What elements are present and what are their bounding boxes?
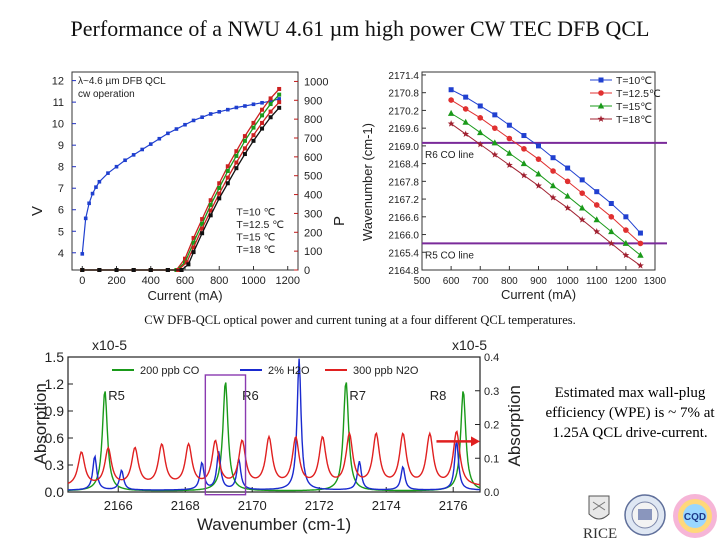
liv-power-point [277, 87, 281, 91]
tuning-y-tick-label: 2170.8 [388, 88, 419, 100]
liv-voltage-point [175, 127, 179, 131]
tuning-x-tick-label: 1300 [643, 276, 667, 287]
tuning-reference-label: R6 CO line [425, 149, 474, 161]
liv-yright-tick-label: 600 [304, 151, 323, 164]
liv-yright-tick-label: 0 [304, 265, 311, 277]
tuning-x-tick-label: 700 [471, 276, 489, 287]
liv-yleft-tick-label: 9 [57, 140, 64, 153]
tuning-y-tick-label: 2171.4 [388, 70, 419, 82]
liv-x-tick-label: 800 [210, 275, 229, 287]
tuning-point [638, 231, 643, 236]
wpe-note: Estimated max wall-plug efficiency (WPE) is ~ 7% at 1.25A QCL drive-current. [545, 385, 715, 441]
figure-caption: CW DFB-QCL optical power and current tuning at a four different QCL temperatures. [144, 313, 576, 327]
liv-x-axis-label: Current (mA) [147, 288, 223, 303]
liv-power-point [132, 268, 136, 272]
absorption-x-axis-label: Wavenumber (cm-1) [196, 515, 352, 534]
liv-power-point [269, 96, 273, 100]
liv-voltage-point [277, 97, 281, 101]
liv-yright-tick-label: 100 [304, 246, 323, 259]
university-seal-icon [625, 495, 665, 535]
liv-voltage-point [226, 108, 230, 112]
tuning-point [599, 78, 604, 83]
tuning-point [598, 90, 604, 96]
absorption-x-tick-label: 2168 [170, 498, 200, 513]
tuning-series-line [451, 90, 640, 233]
liv-yleft-tick-label: 6 [57, 204, 64, 217]
tuning-point [492, 125, 498, 131]
absorption-yright-tick-label: 0.3 [484, 385, 500, 398]
liv-power-point [209, 213, 213, 217]
tuning-point [637, 262, 644, 269]
tuning-x-tick-label: 600 [442, 276, 460, 287]
liv-yright-tick-label: 700 [304, 133, 323, 145]
liv-power-point [186, 262, 190, 266]
tuning-point [608, 228, 614, 234]
tuning-point [463, 106, 469, 112]
absorption-spectrum-line [68, 383, 480, 491]
liv-yleft-tick-label: 4 [57, 247, 64, 260]
liv-power-point [251, 133, 255, 137]
tuning-legend-label: T=18℃ [616, 114, 653, 126]
liv-voltage-point [252, 102, 256, 106]
tuning-point [623, 214, 628, 219]
absorption-yleft-tick-label: 1.2 [44, 376, 64, 392]
liv-voltage-point [91, 192, 95, 196]
liv-power-point [200, 231, 204, 235]
tuning-x-tick-label: 1100 [585, 276, 608, 287]
liv-legend-line2: cw operation [78, 89, 135, 100]
tuning-point [477, 115, 483, 121]
liv-x-tick-label: 1200 [275, 275, 300, 287]
liv-legend-line1: λ~4.6 µm DFB QCL [78, 76, 166, 87]
liv-power-point [217, 196, 221, 200]
tuning-y-tick-label: 2167.8 [388, 177, 419, 189]
cqd-logo-text: CQD [683, 512, 707, 523]
tuning-legend-label: T=15℃ [616, 101, 653, 113]
liv-voltage-point [200, 115, 204, 119]
absorption-yleft-tick-label: 0.3 [44, 457, 64, 473]
liv-power-point [226, 169, 230, 173]
liv-power-point [80, 268, 84, 272]
tuning-point [536, 156, 542, 162]
liv-voltage-point [94, 185, 98, 189]
liv-power-point [243, 152, 247, 156]
absorption-yright-tick-label: 0.1 [484, 453, 500, 466]
tuning-y-axis-label: Wavenumber (cm-1) [360, 123, 375, 241]
liv-voltage-point [106, 171, 110, 175]
liv-voltage-point [149, 142, 153, 146]
liv-power-point [277, 93, 281, 97]
tuning-y-tick-label: 2165.4 [388, 248, 419, 260]
tuning-point [536, 143, 541, 148]
tuning-point [638, 241, 644, 247]
slide-title: Performance of a NWU 4.61 µm high power CW TEC DFB QCL [70, 16, 650, 41]
liv-power-point [226, 181, 230, 185]
tuning-y-tick-label: 2164.8 [388, 266, 419, 277]
tuning-point [579, 204, 585, 210]
absorption-legend-label: 300 ppb N2O [353, 365, 419, 377]
tuning-y-tick-label: 2167.2 [388, 195, 419, 207]
liv-voltage-point [243, 104, 247, 108]
tuning-point [521, 146, 527, 152]
tuning-point [507, 136, 513, 142]
absorption-arrow-head [471, 436, 480, 446]
liv-power-point [226, 176, 230, 180]
liv-yright-tick-label: 400 [304, 189, 323, 202]
tuning-y-tick-label: 2170.2 [388, 106, 419, 118]
tuning-point [521, 133, 526, 138]
liv-yright-tick-label: 900 [304, 95, 323, 108]
absorption-legend-label: 2% H2O [268, 365, 310, 377]
liv-voltage-point [183, 123, 187, 127]
absorption-left-scale: x10-5 [92, 337, 128, 353]
tuning-series-line [451, 100, 640, 243]
tuning-point [448, 97, 454, 103]
tuning-point [580, 177, 585, 182]
tuning-panel [360, 71, 667, 302]
tuning-point [448, 110, 454, 116]
tuning-point [594, 216, 600, 222]
tuning-y-tick-label: 2168.4 [388, 159, 419, 171]
absorption-right-scale: x10-5 [452, 337, 488, 353]
liv-series-label: T=12.5 ℃ [236, 218, 285, 231]
tuning-point [564, 193, 570, 199]
tuning-point [478, 103, 483, 108]
liv-power-point [277, 100, 281, 104]
liv-series-label: T=15 ℃ [236, 231, 276, 244]
liv-series-label: T=10 ℃ [236, 206, 276, 219]
liv-power-point [260, 108, 264, 112]
liv-yleft-tick-label: 8 [57, 161, 64, 174]
tuning-point [550, 168, 556, 174]
liv-power-point [149, 268, 153, 272]
liv-power-point [97, 268, 101, 272]
tuning-point [521, 160, 527, 166]
tuning-point [449, 87, 454, 92]
absorption-annotation: R5 [108, 388, 125, 404]
liv-power-point [180, 268, 184, 272]
liv-power-point [115, 268, 119, 272]
tuning-point [637, 252, 643, 258]
absorption-yleft-axis-label: Absorption [31, 383, 50, 465]
tuning-point [535, 170, 541, 176]
tuning-point [609, 201, 614, 206]
tuning-x-tick-label: 1200 [614, 276, 637, 287]
liv-yleft-tick-label: 5 [57, 226, 64, 239]
absorption-annotation: R8 [429, 388, 447, 404]
liv-yright-tick-label: 1000 [304, 76, 329, 89]
rice-shield-icon [589, 496, 609, 519]
liv-x-tick-label: 600 [175, 275, 195, 287]
absorption-legend-label: 200 ppb CO [140, 365, 200, 377]
tuning-point [594, 202, 600, 208]
tuning-y-tick-label: 2166.0 [388, 230, 419, 242]
liv-power-point [251, 126, 255, 130]
tuning-point [594, 189, 599, 194]
liv-yleft-tick-label: 12 [51, 75, 64, 88]
absorption-x-tick-label: 2174 [371, 498, 401, 513]
liv-power-point [234, 166, 238, 170]
liv-power-point [269, 115, 273, 119]
liv-power-point [192, 250, 196, 254]
tuning-point [550, 182, 556, 188]
liv-voltage-point [217, 110, 221, 114]
tuning-point [609, 214, 615, 220]
liv-voltage-point [166, 132, 170, 136]
liv-yleft-tick-label: 11 [52, 97, 64, 110]
absorption-spectrum-line [68, 432, 480, 485]
liv-voltage-point [260, 101, 264, 105]
absorption-annotation: R7 [349, 388, 366, 404]
rice-logo-text: RICE [583, 526, 618, 540]
liv-power-point [243, 139, 247, 143]
liv-x-tick-label: 0 [79, 275, 86, 287]
absorption-x-tick-label: 2166 [103, 498, 133, 513]
liv-power-point [277, 106, 281, 110]
liv-voltage-point [80, 252, 84, 256]
tuning-x-axis-label: Current (mA) [500, 287, 577, 302]
tuning-point [551, 155, 556, 160]
liv-yleft-axis-label: V [29, 205, 46, 216]
liv-power-point [260, 113, 264, 117]
liv-yright-tick-label: 800 [304, 114, 323, 127]
tuning-point [507, 123, 512, 128]
tuning-reference-label: R5 CO line [425, 250, 474, 262]
logos [577, 490, 720, 540]
tuning-legend-label: T=12.5℃ [616, 88, 661, 100]
liv-voltage-point [87, 201, 91, 205]
liv-voltage-point [115, 165, 119, 169]
absorption-x-tick-label: 2172 [304, 498, 334, 513]
tuning-point [462, 119, 468, 125]
tuning-point [565, 179, 571, 185]
liv-voltage-point [192, 119, 196, 123]
absorption-yleft-tick-label: 0.9 [44, 403, 64, 419]
tuning-point [598, 115, 605, 122]
cqd-logo-icon [673, 494, 717, 538]
liv-voltage-point [123, 158, 127, 162]
tuning-point [492, 112, 497, 117]
tuning-point [579, 190, 585, 196]
liv-power-point [243, 146, 247, 150]
liv-power-point [209, 203, 213, 207]
absorption-x-tick-label: 2176 [438, 498, 468, 513]
tuning-x-tick-label: 800 [501, 276, 518, 287]
liv-voltage-point [235, 106, 239, 110]
liv-yright-axis-label: P [331, 215, 348, 226]
liv-power-point [260, 121, 264, 125]
liv-x-tick-label: 400 [141, 275, 160, 287]
tuning-x-tick-label: 500 [413, 276, 431, 287]
tuning-y-tick-label: 2169.0 [388, 141, 419, 153]
liv-voltage-point [209, 112, 213, 116]
liv-power-point [269, 110, 273, 114]
liv-voltage-point [158, 137, 162, 141]
absorption-annotation: R6 [242, 388, 259, 404]
liv-series-label: T=18 ℃ [236, 243, 276, 256]
tuning-x-tick-label: 900 [530, 276, 547, 287]
tuning-legend-label: T=10℃ [616, 75, 653, 87]
absorption-panel [31, 337, 524, 534]
liv-voltage-point [132, 153, 136, 157]
liv-yright-tick-label: 200 [304, 227, 323, 240]
tuning-y-tick-label: 2166.6 [388, 212, 419, 224]
liv-voltage-point [140, 148, 144, 152]
absorption-yright-axis-label: Absorption [505, 385, 524, 467]
absorption-x-tick-label: 2170 [237, 498, 267, 513]
liv-panel [29, 72, 348, 303]
liv-voltage-point [98, 180, 102, 184]
liv-x-tick-label: 200 [107, 275, 126, 287]
tuning-y-tick-label: 2169.6 [388, 124, 419, 136]
liv-yleft-tick-label: 10 [51, 118, 64, 131]
liv-power-point [217, 186, 221, 190]
liv-yleft-tick-label: 7 [57, 183, 64, 196]
absorption-yleft-tick-label: 0.0 [44, 484, 64, 500]
tuning-point [463, 95, 468, 100]
absorption-yleft-tick-label: 0.6 [44, 430, 64, 446]
liv-power-point [251, 139, 255, 143]
liv-power-point [269, 102, 273, 106]
tuning-x-tick-label: 1000 [556, 276, 579, 287]
liv-power-point [260, 127, 264, 131]
liv-power-point [166, 268, 170, 272]
absorption-yright-tick-label: 0.0 [484, 487, 500, 499]
absorption-yright-tick-label: 0.4 [484, 352, 500, 364]
tuning-point [623, 227, 629, 233]
absorption-yleft-tick-label: 1.5 [44, 349, 64, 365]
tuning-point [506, 150, 512, 156]
tuning-point [565, 166, 570, 171]
liv-power-point [234, 154, 238, 158]
liv-power-point [234, 161, 238, 165]
liv-yright-tick-label: 300 [304, 208, 323, 221]
liv-voltage-point [84, 217, 88, 221]
liv-power-point [251, 121, 255, 125]
liv-yright-tick-label: 500 [304, 170, 323, 183]
liv-x-tick-label: 1000 [241, 275, 266, 287]
absorption-yright-tick-label: 0.2 [484, 419, 500, 432]
tuning-point [477, 129, 483, 135]
